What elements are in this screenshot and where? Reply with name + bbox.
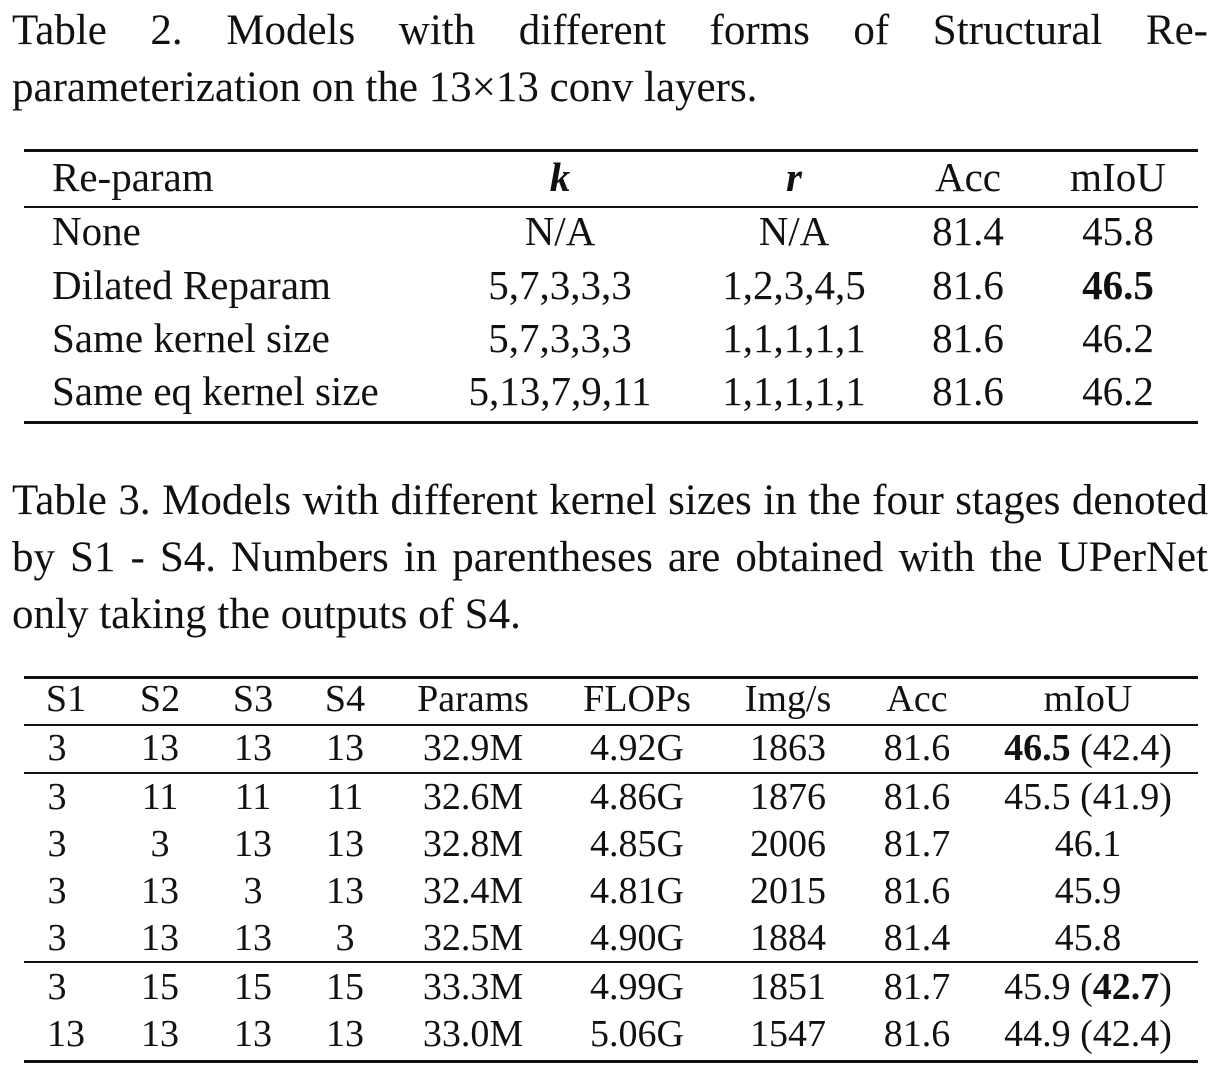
- table3-cell: 32.9M: [422, 727, 524, 769]
- table3-cell: 11: [326, 776, 364, 818]
- table3-bottom-rule: [24, 1060, 1198, 1063]
- table3-cell: 4.92G: [590, 727, 684, 769]
- table2-cell: 81.4: [932, 208, 1004, 254]
- table2-top-rule: [24, 149, 1198, 152]
- table3-cell: 81.7: [883, 823, 951, 865]
- table3-cell: 32.5M: [422, 917, 524, 959]
- table3-cell: 13: [234, 823, 272, 865]
- table3-header-miou: mIoU: [1043, 678, 1133, 720]
- table3-cell: 45.9: [1054, 870, 1122, 912]
- table3-header-imgs: Img/s: [744, 678, 832, 720]
- table3-cell: 13: [141, 870, 179, 912]
- table3-cell: 45.5 (41.9): [1004, 776, 1172, 818]
- table3-cell: 4.99G: [590, 966, 684, 1008]
- table3-cell: 3: [47, 727, 67, 769]
- table3-cell: 4.90G: [590, 917, 684, 959]
- table3-cell: 13: [326, 1013, 364, 1055]
- table2-cell: 5,7,3,3,3: [488, 315, 632, 361]
- table3-cell: 4.81G: [590, 870, 684, 912]
- table2-cell: N/A: [758, 208, 830, 254]
- table3-header-s4: S4: [324, 678, 366, 720]
- table2-cell: 81.6: [932, 368, 1004, 414]
- table3-cell: 13: [141, 1013, 179, 1055]
- table3-cell: 2015: [750, 870, 826, 912]
- table3-cell: 5.06G: [590, 1013, 684, 1055]
- table3-cell: 4.86G: [590, 776, 684, 818]
- table3-cell: 32.8M: [422, 823, 524, 865]
- table3-cell: 81.6: [883, 870, 951, 912]
- table3-cell: 3: [243, 870, 263, 912]
- table3-cell: 32.4M: [422, 870, 524, 912]
- table3-header-s1: S1: [45, 678, 87, 720]
- table3-cell: 11: [141, 776, 179, 818]
- table2-bottom-rule: [24, 421, 1198, 424]
- table3-cell: 1547: [750, 1013, 826, 1055]
- table3-cell: 33.3M: [422, 966, 524, 1008]
- table3-cell: 81.7: [883, 966, 951, 1008]
- table3-cell: 4.85G: [590, 823, 684, 865]
- table3-cell: 1851: [750, 966, 826, 1008]
- table3-cell: 13: [47, 1013, 85, 1055]
- table3-group-rule-1: [24, 772, 1198, 774]
- table3-cell: 15: [234, 966, 272, 1008]
- table3-cell: 44.9 (42.4): [1004, 1013, 1172, 1055]
- table3-cell: 11: [234, 776, 272, 818]
- table2-cell: 45.8: [1082, 208, 1154, 254]
- table2-header-1: k: [549, 154, 571, 200]
- table3-cell: 3: [47, 966, 67, 1008]
- table3-cell: 3: [47, 917, 67, 959]
- table2-cell: Same kernel size: [52, 315, 330, 361]
- table3-header-s3: S3: [232, 678, 274, 720]
- table3-group-rule-2: [24, 961, 1198, 963]
- table2-cell: Same eq kernel size: [52, 368, 379, 414]
- table2-cell: 81.6: [932, 315, 1004, 361]
- table3-header-params: Params: [417, 678, 529, 720]
- table2-cell: 5,7,3,3,3: [488, 262, 632, 308]
- table3-cell: 1876: [750, 776, 826, 818]
- table3-cell: 46.5 (42.4): [1004, 727, 1172, 769]
- table2-cell: 46.2: [1082, 315, 1154, 361]
- table2-cell: Dilated Reparam: [52, 262, 331, 308]
- table3-header-flops: FLOPs: [583, 678, 691, 720]
- table3-cell: 15: [326, 966, 364, 1008]
- table3-cell: 3: [47, 776, 67, 818]
- table3-cell: 1884: [750, 917, 826, 959]
- table2-cell: 1,2,3,4,5: [722, 262, 866, 308]
- table3-cell: 13: [234, 917, 272, 959]
- table3-cell: 45.8: [1054, 917, 1122, 959]
- table3-header-acc: Acc: [886, 678, 948, 720]
- table2-cell: 46.2: [1082, 368, 1154, 414]
- table2-header-0: Re-param: [52, 154, 214, 200]
- table2-header-4: mIoU: [1070, 154, 1166, 200]
- table3-cell: 3: [335, 917, 355, 959]
- table3-cell: 81.4: [883, 917, 951, 959]
- table2-caption: Table 2. Models with different forms of Structural Re-parameterization on the 13×13 conv layers.: [12, 7, 1208, 111]
- table3-cell: 3: [47, 870, 67, 912]
- table2-cell: None: [52, 208, 141, 254]
- table3-cell: 32.6M: [422, 776, 524, 818]
- table3-cell: 13: [326, 823, 364, 865]
- table2-cell: 5,13,7,9,11: [468, 368, 652, 414]
- table3-cell: 81.6: [883, 727, 951, 769]
- table3-cell: 2006: [750, 823, 826, 865]
- table3-cell: 13: [326, 727, 364, 769]
- table3-header-s2: S2: [139, 678, 181, 720]
- table3-caption: Table 3. Models with different kernel sizes in the four stages denoted by S1 - S4. Numbers in parentheses are obtained with the UPerNet only taking the outputs of S4.: [12, 477, 1208, 638]
- table3-cell: 81.6: [883, 1013, 951, 1055]
- table3-cell: 46.1: [1054, 823, 1122, 865]
- table3-cell: 45.9 (42.7): [1004, 966, 1172, 1008]
- table3-cell: 3: [47, 823, 67, 865]
- table2-cell: 1,1,1,1,1: [722, 368, 866, 414]
- table3-cell: 3: [150, 823, 170, 865]
- table3-cell: 13: [141, 917, 179, 959]
- table2-header-rule: [24, 206, 1198, 208]
- table2-header-3: Acc: [934, 154, 1002, 200]
- table3-cell: 15: [141, 966, 179, 1008]
- table3-cell: 13: [326, 870, 364, 912]
- table3-cell: 81.6: [883, 776, 951, 818]
- table2-cell: 46.5: [1082, 262, 1154, 308]
- table3-cell: 33.0M: [422, 1013, 524, 1055]
- table3-cell: 13: [234, 727, 272, 769]
- table2-cell: N/A: [524, 208, 596, 254]
- table3-cell: 13: [141, 727, 179, 769]
- table2-header-2: r: [786, 154, 802, 200]
- table2-cell: 1,1,1,1,1: [722, 315, 866, 361]
- table3-cell: 1863: [750, 727, 826, 769]
- table3-cell: 13: [234, 1013, 272, 1055]
- table2-cell: 81.6: [932, 262, 1004, 308]
